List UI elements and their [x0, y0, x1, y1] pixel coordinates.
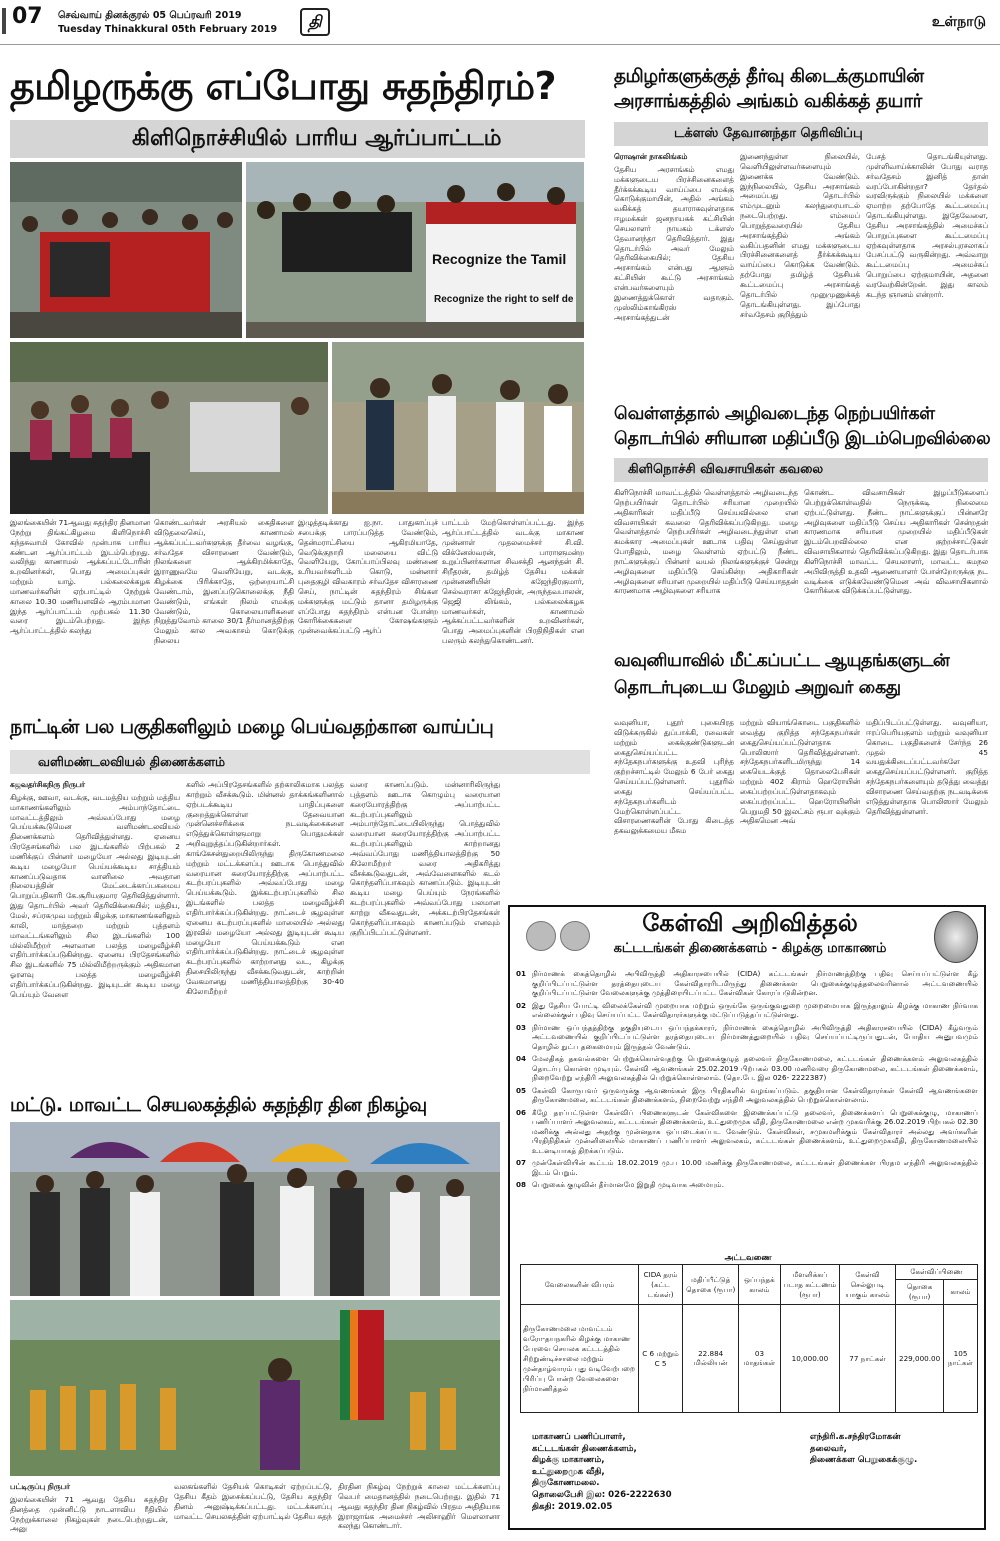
protest-photo-2: [246, 162, 584, 338]
story5-col3: வரை காணப்படும். மன்னாரிலிருந்து புத்தளம் ஊடாக கொழும்பு வரையான கரையோரத்திற்கு அப்பாற்பட்ட கடற்பரப்புகளிலும் அம்பாந்தோட்டையிலிருந்து பொத்துவில் வரையான கரையோரத்திற்கு அப்பாற்பட்ட கடற்பரப்புகளிலும் காற்றானது அவ்வப்போது மணித்தியாலத்திற்கு 50 கிலோமீற்றர் வரை அதிகரித்து வீசக்கூடுவதுடன், அவ்வேளைகளில் கடல் கொந்தளிப்பாகவும் காணப்படும். இடியுடன் கூடிய மழை பெய்யும் நேரங்களில் கடற்பரப்புகளில் அவ்வப்போது பலமான காற்று வீசுவதுடன், அக்கடற்பிரதேசங்கள் கொந்தளிப்பாகவும் காணப்படும் எனவும் குறிப்பிடப்பட்டுள்ளனர்.: [350, 780, 500, 937]
ceremony-photo-2: [10, 1300, 500, 1476]
table-cell: C 6 மற்றும் C 5: [639, 1305, 683, 1413]
tender-item: 02 இது தேசிய போட்டி விலைக்கேள்வி முறையாக மற்றும் ஒருங்கே ஒருங்குவதுறை முறைமையாக இருந்தாலும் கிழக்கு மாகாண நிர்வாக எல்லைக்குள் பதிவு செய்யப்பட்ட கேள்விதாரர்களுக்கு மட்டுப்படுத்தப்பட்டுள்ளது.: [516, 1000, 978, 1019]
story3-col1: கிளிநொச்சி மாவட்டத்தில் வெள்ளத்தால் அழிவடைந்த நெற்பயிர்கள் தொடர்பில் சரியான முறையில் அதிகாரிகள் மதிப்பீடு செய்யவில்லை என விவசாயிகள் கவலை தெரிவிக்கப்படுகிறது. மழை வெள்ளத்தால் நெற்பயிர்கள் அழிவடைந்துள்ள என கமக்கார அமைப்புகள் ஊடாக பதிவு செய்துள்ள போதிலும், மழை வெள்ளம் ஏற்பட்டு நீண்ட நாட்களுக்குப் பின்னர் வயல் நிலங்களுக்குச் சென்று அழிவுகளை மதிப்பீடு செய்கின்ற அதிகாரிகள் அழிவுகளை சரியான முறையில் மதிப்பீடு செய்யாததன் காரணமாக அழிவுகளை சரியாக: [614, 488, 798, 596]
story4-col1: வவுனியா, புதூர் புகையிரத விடுக்கருகில் துப்பாக்கி, ரவைகள் மற்றும் கைக்குண்டுகளுடன் கைதுசெய்யப்பட்ட சந்தேகநபர்களுக்கு உதவி புரிந்த குற்றச்சாட்டில் மேலும் 6 பேர் கைது செய்யப்பட்டுள்ளனர். புதூரில் கைது செய்யப்பட்ட சந்தேகநபர்களிடம் மேற்கொள்ளப்பட்ட விசாரணைகளின் போது கிடைத்த தகவலுக்கமைய மீசும: [614, 718, 734, 836]
story3-headline: [614, 402, 994, 452]
story6-col3: திரதின நிகழ்வு நேற்றுக் காலை மட்டக்களப்பு வெபர் மைதானத்தில் நடைபெற்றது. இதில் 71 ஆவது சுதந்திர தின நிகழ்வில் பிரதம அதிதியாக இராஜாங்க அமைச்சர் அலிசாஹிர் மௌலானா கலந்து கொண்டார்.: [338, 1482, 500, 1531]
story1-subhead: கிளிநொச்சியில் பாரிய ஆர்ப்பாட்டம்: [10, 120, 585, 158]
banner-text-2: Recognize the right to self de: [434, 294, 574, 305]
story4-headline-line1: வவுனியாவில் மீட்கப்பட்ட ஆயுதங்களுடன்: [614, 651, 950, 671]
table-header: காலம்: [944, 1280, 978, 1305]
table-cell: 77 நாட்கள்: [840, 1305, 896, 1413]
story6-col1: [10, 1482, 168, 1538]
story1-col2: கொண்டவர்கள் அரசியல் கைதிகளை விடுதலைசெய், காணாமல் ஆக்கப்பட்டவர்களுக்கு தீர்வை வழங்கு, சர்வதேச விசாரணை வேண்டும், நிலங்களை ஆக்கிரமிக்காதே, இராணுவமே வெளியேறு, வடக்கு, கிழக்கை பிரிக்காதே, ஒற்றையாட்சி வேண்டாம், இனப்படுகொலைக்கு நீதி வேண்டும், எங்கள் நிலம் எமக்கு வேண்டும், கொலையாளிகளை நிறுத்துவோம் காலை 30/1 தீர்மானத்திற்கு மேலும் கால அவகாசம் கொடுக்கு நிலைய: [154, 518, 294, 646]
table-cell: 03 மாதங்கள்: [739, 1305, 781, 1413]
story6-byline: பட்டிருப்பு நிருபர்: [10, 1482, 71, 1491]
story2-byline: ரொஷான் நாகலிங்கம்: [614, 152, 688, 161]
protest-photo-4: [332, 342, 584, 514]
story3-subhead: கிளிநொச்சி விவசாயிகள் கவலை: [614, 458, 988, 482]
table-cell: 10,000.00: [780, 1305, 839, 1413]
story4-headline-line2: தொடர்புடைய மேலும் அறுவர் கைது: [614, 678, 901, 698]
sri-lanka-emblem-icon: [934, 911, 978, 963]
coin-icon: [526, 921, 556, 951]
story2-col3: பேசத் தொடங்கியுள்ளது. முள்ளிவாய்க்காலின் போது வராத சர்வதேசம் இனித் தான் வரப்போகின்றதா? தேர்தல் வரவிருக்கும் நிலையில் மக்களை ஏமாற்ற தற்போதே கூட்டமைப்பு தொடங்கியுள்ளது. இதேவேளை, தேசிய அரசாங்கத்தில் அமைச்சுப் பொறுப்புகளை கூட்டமைப்பு ஏற்கவுள்ளதாக அரசல்புரசலாகப் பேசப்பட்டு வருகின்றது. அவ்வாறு கூட்டமைப்பு அமைச்சுப் பொறுப்பை ஏற்குமாயின், அதனை வரவேற்கின்றேன். இது காலம் கடந்த ஞானம் என்றார்.: [866, 152, 988, 299]
header-rule: [0, 44, 1000, 45]
story2-headline-line2: அரசாங்கத்தில் அங்கம் வகிக்கத் தயார்: [614, 91, 922, 112]
tender-title: கேள்வி அறிவித்தல்: [642, 909, 858, 937]
page-number: 07: [12, 4, 43, 29]
newspaper-logo: தி: [300, 8, 330, 36]
story2-col1-text: தேசிய அரசாங்கம் எமது மக்களுடைய பிரச்சினைகளைத் தீர்க்கக்கூடிய வாய்ப்பை எமக்கு கொடுக்குமாயின், அதில் அங்கம் வகிக்கத் தயாராகவுள்ளதாக ஈழமக்கள் ஜனநாயகக் கட்சியின் செயலாளர் நாயகம் டக்ளஸ் தேவானந்தா தெரிவித்தார். இது தொடர்பில் அவர் மேலும் தெரிவிக்கையில்; தேசிய அரசாங்கம் என்பது ஆளும் கட்சியின் கூட்டு அரசாங்கம் என்பவர்களையும் இணைத்துக்கொள் வதாகும். முஸ்லிம்காங்கிரஸ் அரசாங்கத்துடன்: [614, 164, 734, 322]
story2-col1: [614, 152, 734, 382]
story6-col2: வலகங்களில் தேசியக் கொடிகள் ஏற்றப்பட்டு, தேசிய கீதம் இசைக்கப்பட்டு, தேசிய சுதந்திர தினம் அனுஷ்டிக்கப்பட்டது. மட்டக்களப்பு மாவட்ட செயலகத்தின் ஏற்பாட்டில் தேசிய சுதந்: [174, 1482, 332, 1521]
story5-headline: நாட்டின் பல பகுதிகளிலும் மழை பெய்வதற்கான வாய்ப்பு: [10, 716, 494, 738]
story5-col1: [10, 780, 180, 1088]
table-header: மீளளிக்கப் படாத கட்டணம் (ரூபா): [780, 1265, 839, 1305]
schedule-label: அட்டவணை: [724, 1253, 772, 1262]
story2-col2: இணைந்துள்ள நிலையில், வெளியிலுள்ளவர்களையும் இணைக்க வேண்டும். இந்நிலையில், தேசிய அரசாங்கம் அமைப்பது தொடர்பில் எம்முடனும் கலந்துரையாடல் நடைபெற்றது. எம்மைப் பொறுத்தவரையில் தேசிய அரசாங்கத்தில் அங்கம் வகிப்பதனின் எமது மக்களுடைய பிரச்சினைகளைத் தீர்க்கக்கூடிய வாய்ப்பை கொடுக்க வேண்டும். தற்போது தமிழ்த் தேசியக் கூட்டமைப்பு அரசாங்கத் தொடர்பில் முனுமுணுக்கத் தொடங்கியுள்ளது. இப்போது சர்வதேசம் குறித்தும்: [740, 152, 860, 319]
tender-item: 08 பெறுகைக் குழுவின் தீர்மானமே இறுதி முடிவாக அமையும்.: [516, 1180, 724, 1189]
story4-col2: மற்றும் வியாங்கொடை பகுதிகளில் வைத்து குறித்த சந்தேகநபர்கள் கைதுசெய்யப்பட்டுள்ளதாக பொலிஸார் தெரிவித்துள்ளனர். சந்தேகநபர்களிடமிருந்து 14 கையெடக்குத் தொலைபேசிகள் மற்றும் 402 கிராம் ஹெரோயின் கைப்பற்றப்பட்டுள்ளதாகவும் கைப்பற்றப்பட்ட ஹெரோயினின் பெறுமதி 50 இலட்சம் ரூபா வுக்கும் அதிகமென அவ்: [740, 718, 860, 826]
story3-col2: கொண்ட விவசாயிகள் இழப்பீடுகளைப் பெற்றுக்கொள்வதில் நெருக்கடி நிலைமை ஏற்பட்டுள்ளது. நீண்ட நாட்களுக்குப் பின்னரே அழிவுகளை மதிப்பீடு செய்ய அதிகாரிகள் சென்றதன் காரணமாக சரியான முறையில் மதிப்பீடுகள் இடம்பெறவில்லை என குற்றச்சாட்டுகள் விவசாயிகளால் தெரிவிக்கப்படுகிறது. இது தொடர்பாக கிளிநொச்சி மாவட்ட செயலாளர், மாவட்ட கமநல அபிவிருத்தி உதவி ஆணையாளர் போன்றோருக்கு நட வடிக்கை எடுக்கவேண்டுமென அவ் விவசாயிகளால் கோரிக்கை விடுக்கப்பட்டுள்ளது.: [804, 488, 988, 596]
table-cell: 22.884 மில்லியன்: [683, 1305, 739, 1413]
ceremony-photo-1: [10, 1122, 500, 1296]
table-header: CIDA தரம் (கட்ட டங்கள்): [639, 1265, 683, 1305]
table-cell: 229,000.00: [896, 1305, 944, 1413]
coin-icon: [560, 921, 590, 951]
table-header: கேள்வி செல்லுபடி யாகும் காலம்: [840, 1265, 896, 1305]
story1-headline: தமிழருக்கு எப்போது சுதந்திரம்?: [10, 64, 557, 108]
table-cell: திருகோணமலை மாவட்டம் வரோ-தயநகரில் கிழக்கு மாகாண பேரவை செயலக கட்டடத்தில் சிற்றுண்டிச்சாலை மற்றும் முன்தாழ்வாரம் புது வடிவேற்பறை பிரிப்பு போன்ற வேலைகளை நிர்மாணித்தல்: [521, 1305, 639, 1413]
table-header: ஒப்பந்தக் காலம்: [739, 1265, 781, 1305]
table-header-row: [521, 1265, 978, 1280]
tender-contact-left: மாகாணப் பணிப்பாளர், கட்டடங்கள் திணைக்களம், கிழக்கு மாகாணம், உட்துறைமுக வீதி, திருகோணமலை. தொலைபேசி இல: 026-2222630 திகதி: 2019.02.05: [532, 1432, 672, 1512]
table-header: தொகை (ரூபா): [896, 1280, 944, 1305]
table-row: [521, 1305, 978, 1413]
table-header: கேள்விப்பிணை: [896, 1265, 978, 1280]
story2-headline: [614, 64, 994, 114]
tender-item: 07 முன்கேள்வியின் கூட்டம் 18.02.2019 மு.ப 10.00 மணிக்கு திருகோணமலை, கட்டடங்கள் திணைக்கள பிரதம எந்திரி அலுவலகத்தில் இடம் பெறும்.: [516, 1158, 978, 1177]
protest-photo-1: [10, 162, 242, 338]
protest-photo-3: [10, 342, 328, 514]
story4-col3: மதிப்பிடப்பட்டுள்ளது. வவுனியா, ஈரப்பெரியகுளம் மற்றும் வவுனியா கொடை பகுதிகளைச் சேர்ந்த 26 முதல் 45 வயதுக்கிடைப்பட்டவர்களே கைதுசெய்யப்பட்டுள்ளனர். குறித்த சந்தேகநபர்களையும் தடுத்து வைத்து விசாரணை செய்வதற்கு நடவடிக்கை எடுத்துள்ளதாக பொலிஸார் மேலும் தெரிவித்துள்ளனர்.: [866, 718, 988, 816]
story3-headline-line2: தொடர்பில் சரியான மதிப்பீடு இடம்பெறவில்லை: [614, 429, 991, 449]
tender-subtitle: கட்டடங்கள் திணைக்களம் - கிழக்கு மாகாணம்: [613, 941, 887, 956]
story1-col1: இலங்கையின் 71ஆவது சுதந்திர தினமான நேற்று திங்கட்கிழமை கிளிநொச்சி கந்தசுவாமி கோவில் முன்பாக பாரிய கண்டன ஆர்ப்பாட்டம் இடம்பெற்றது. வலிந்து காணாமல் ஆக்கப்பட்டோரின் உறவினர்கள், பொது அமைப்புகள் மற்றும் யாழ். பல்கலைக்கழக மாணவர்களின் ஏற்பாட்டில் நேற்றுக் காலை 10.30 மணியளவில் ஆரம்பமான இந்த ஆர்ப்பாட்டம் முற்பகல் 11.30 வரை இடம்பெற்றது. இந்த ஆர்ப்பாட்டத்தில் கலந்து: [10, 518, 150, 636]
story6-col1-text: இலங்கையின் 71 ஆவது தேசிய சுதந்திர தினத்தை முன்னிட்டு நாடளாவிய ரீதியில் நேற்றுக்காலை நிகழ்வுகள் நடைபெற்றதுடன், அனு: [10, 1494, 168, 1534]
tender-item: 03 நிர்மாண ஒப்பந்தத்திற்கு தகுதியுடைய ஒப்பந்தக்காரர், நிர்மாணக் கைத்தொழில் அபிவிருத்தி அதிகாரசபையில் (CIDA) கீழ்வரும் அட்டவணையில் குறிப்பிடப்பட்டுள்ள தரத்தையுடைய நிர்மாணத்துறையில் பதிவு செய்யப்பட்டிருப்பதுடன், போதிய அனுபவமும் தொழில் நுட்ப தகைமையும் இருத்தல் வேண்டும்.: [516, 1022, 978, 1051]
tender-item: 04 மேலதிகத் தகவல்களை பெற்றுக்கொள்வதற்கு பெறுகைக்குழுத் தலைவர் திருகோணமலை, கட்டடங்கள் திணைக்களம் அலுவலகத்தில் தொடர்பு கொள்ள முடியும். கேள்வி ஆவணங்கள் 25.02.2019 பிற்பகல் 03.00 மணிவரை திருகோணமலை, கட்டடங்கள் திணைக்களம், நிறைவேற்று எந்திரி அலுவலகத்தில் பெற்றுக்கொள்ளலாம். (தொ.பே. இல 026- 2222387): [516, 1054, 978, 1082]
story2-headline-line1: தமிழர்களுக்குத் தீர்வு கிடைக்குமாயின்: [614, 66, 924, 87]
tender-contact-right: எந்திரி.க.சந்திரமோகன் தலைவர், திணைக்கள பெறுகைக்குழு.: [810, 1432, 918, 1466]
story1-col4: பாட்டம் மேற்கொள்ளப்பட்டது. இந்த ஆர்ப்பாட்டத்தில் வடக்கு மாகாண முன்னாள் முதலமைச்சர் சி.வி. விக்னேஸ்வரன், பாராளுமன்ற உறுப்பினர்களான சிவசக்தி ஆனந்தன் சி. சிறீதரன், தமிழ்த் தேசிய மக்கள் முன்னணியின் கஜேந்திரகுமார், செல்வராசா கஜேந்திரன், அருந்தவபாலன், ஜெஜி லிங்கம், பல்கலைக்கழக மாணவர்கள், காணாமல் ஆக்கப்பட்டவர்களின் உறவினர்கள், பொது அமைப்புகளின் பிரதிநிதிகள் என பலரும் கலந்துகொண்டனர்.: [442, 518, 584, 646]
story5-col2: களில் அப்பிரதேசங்களில் தற்காலிகமாக பலத்த காற்றும் வீசக்கூடும். மின்னல் தாக்கங்களினால் ஏற்படக்கூடிய பாதிப்புகளை குறைத்துக்கொள்ள தேவையான முன்னெச்சரிக்கை நடவடிக்கைகளை எடுத்துக்கொள்ளுமாறு பொதுமக்கள் அறிவுறுத்தப்படுகின்றார்கள். காங்கேசன்துறையிலிருந்து திருகோணமலை மற்றும் மட்டக்களப்பு ஊடாக பொத்துவில் வரையான கரையோரத்திற்கு அப்பாற்பட்ட கடற்பரப்புகளில் அவ்வப்போது மழை பெய்யக்கூடும். இக்கடற்பரப்புகளில் சில இடங்களில் பலத்த மழைவீழ்ச்சி எதிர்பார்க்கப்படுகின்றது. நாட்டைச் சூழவுள்ள ஏனைய கடற்பரப்புகளில் மாலையில் அல்லது இரவில் மழையோ அல்லது இடியுடன் கூடிய மழையோ பெய்யக்கூடும் என எதிர்பார்க்கப்படுகின்றது. நாட்டைச் சூழவுள்ள கடற்பரப்புகளில் காற்றானது வட, கிழக்கு திசையிலிருந்து வீசக்கூடுவதுடன், காற்றின் வேகமானது மணித்தியாலத்திற்கு 30-40 கிலோமீற்றர்: [186, 780, 344, 996]
tender-items: [516, 969, 978, 1193]
story6-headline: மட்டு. மாவட்ட செயலகத்தில் சுதந்திர தின நிகழ்வு: [10, 1094, 427, 1116]
table-header: மதிப்பீட்டுத் தொகை (ரூபா): [683, 1265, 739, 1305]
story1-col3: இழுத்தடிக்காது ஐ.நா. பாதுகாப்புச் சபைக்கு பாரப்படுத்த வேண்டும், தென்மராட்சியை ஆகிரமியாதே, வெடுக்குநாறி மலையை விட்டு வெளியேறு, கோப்பாப்பிலவு மண்ணை உரியவர்களிடம் கொடு, மன்னார் புதைகுழி விவகாரம் சர்வதேச விசாரணை செய், நாட்டின் சுதந்திரம் சிங்கள மக்களுக்கு மட்டும் தானா தமிழருக்கு எப்போது சுதந்திரம் என்பன போன்ற கோரிக்கைகளை கோஷங்களும் முன்வைக்கப்பட்டு ஆர்ப்: [298, 518, 438, 636]
tender-item: 05 கேள்வி கோருபவர் ஒருவருக்கு ஆவணங்கள் இரு பிரதிகளில் வழங்கப்படும். தகுதியான கேள்விதாரர்கள் கேள்வி ஆவணங்களை திருகோணமலை, கட்டடங்கள் திணைக்களம், நிறைவேற்று எந்திரி அலுவலகத்தில் பெற்றுக்கொள்ளலாம்.: [516, 1085, 978, 1104]
section-label: உள்நாடு: [931, 14, 986, 30]
table-header: வேலைகளின் விபரம்: [521, 1265, 639, 1305]
story3-headline-line1: வெள்ளத்தால் அழிவடைந்த நெற்பயிர்கள்: [614, 404, 935, 424]
tender-item: 01 நிர்மாணக் கைத்தொழில் அபிவிருத்தி அதிகாரசபையில் (CIDA) கட்டடங்கள் நிர்மாணத்திற்கு பதிவு செய்யப்பட்டுள்ள கீழ் குறிப்பிடப்பட்டுள்ள தரத்தையுடைய கேள்விதாரரிடமிருந்து திணைக்கள பெறுகைக்குழுத்தலைவரினால் அட்டவணையில் குறிப்பிடப்பட்டுள்ள வேலைகளுக்கு முத்திரையிடப்பட்ட கேள்விகள் கோரப்படுகின்றன.: [516, 969, 978, 997]
header-date-english: Tuesday Thinakkural 05th February 2019: [58, 24, 278, 35]
tender-schedule-table: [520, 1264, 978, 1413]
page-number-bar: [2, 8, 6, 34]
table-cell: 105 நாட்கள்: [944, 1305, 978, 1413]
story5-byline: கஜவதர்சிகநிரு நிருபர்: [10, 780, 86, 789]
tender-item: 06 கீழே தரப்பட்டுள்ள கேள்விப் பிணைகளுடன் கேள்விகளை இணைக்கப்பட்டு தலைவர், திணைக்களப் பெறுகைக்குழு, மாகாணப் பணிப்பாளர் அலுவலகம், கட்டடங்கள் திணைக்களம், உட்துறைமுக வீதி, திருகோணமலை என்ற முகவரிக்கு 26.02.2019 பிற்பகல் 02.30 மணிக்கு அல்லது அதற்கு முன்னதாக ஒப்படைக்கப்பட வேண்டும். கேள்விகள், சமுகமளிக்கும் கேள்விதாரர் அல்லது அவர்களின் பிரதிநிதிகள் முன்னிலையில் மாகாணப் பணிப்பாளர் அலுவலகம், கட்டடங்கள் திணைக்களம், உட்துறைமுகவீதி, திருகோணமலையில் உடனடியாகத் திறக்கப்படும்.: [516, 1107, 978, 1155]
story4-headline: [614, 648, 994, 702]
banner-text: Recognize the Tamil: [432, 251, 567, 267]
tender-notice: [508, 905, 986, 1530]
header-date-tamil: செவ்வாய் தினக்குரல் 05 பெப்ரவரி 2019: [58, 10, 242, 21]
story2-subhead: டக்ளஸ் தேவானந்தா தெரிவிப்பு: [614, 122, 988, 146]
story5-subhead: வளிமண்டலவியல் திணைக்களம்: [10, 750, 590, 774]
story5-col1-text: கிழக்கு, ஊவா, வடக்கு, வடமத்திய மற்றும் மத்திய மாகாணங்களிலும் அம்பாந்தோட்டை மாவட்டத்திலும் அவ்வப்போது மழை பெய்யக்கூடுமென வளிமண்டலவியல் திணைக்களம் தெரிவித்துள்ளது. ஏனைய பிரதேசங்களில் பல இடங்களில் பிற்பகல் 2 மணிக்குப் பின்னர் மழையோ அல்லது இடியுடன் கூடிய மழையோ பெய்யக்கூடிய சாத்தியம் காணப்படுவதாக வானிலை அவதான நிலையத்தின் மேட்டைக்காப்பகமைய பொறுப்பதிகாரி கே.சூரியகுமார தெரிவித்துள்ளார். இது தொடர்பில் அவர் தெரிவிக்கையில்; மத்திய, மேல், சப்ரகமுவ மற்றும் கிழக்கு மாகாணங்களிலும் காலி, மாத்தறை மற்றும் புத்தளம் மாவட்டங்களிலும் சில இடங்களில் 100 மில்லிமீற்றர் அளவான பலத்த மழைவீழ்ச்சி எதிர்பார்க்கப்படுகின்றது. ஏனைய பிரதேசங்களில் சில இடங்களில் 75 மில்லிமீற்றருக்கும் அதிகமான ஓரளவு பலத்த மழைவீழ்ச்சி எதிர்பார்க்கப்படுகின்றது. இடியுடன் கூடிய மழை பெய்யும் வேளை: [10, 792, 180, 999]
